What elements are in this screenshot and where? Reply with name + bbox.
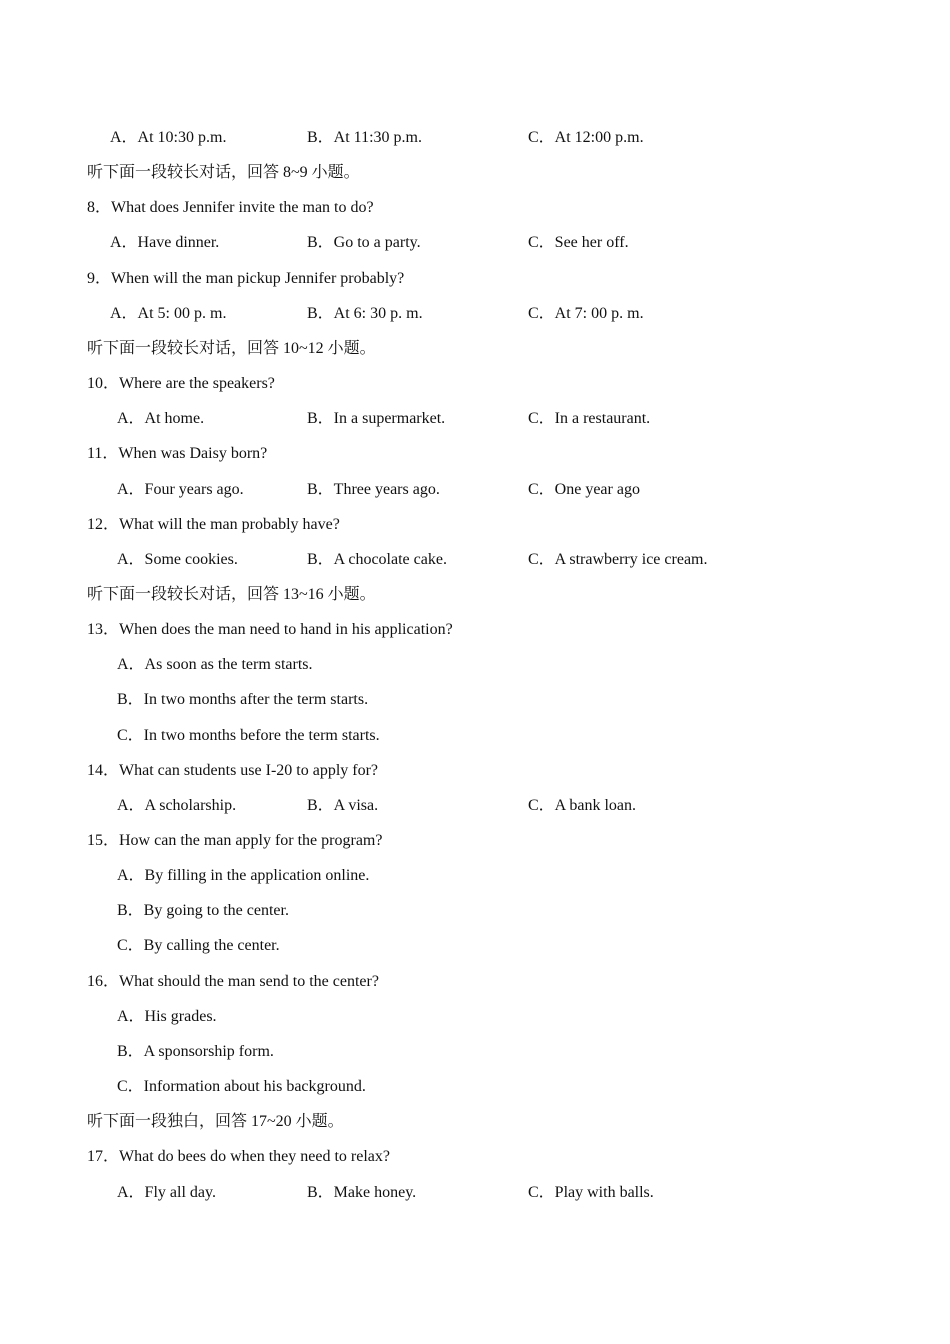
answer-options (0, 724, 950, 748)
answer-options (0, 653, 950, 677)
answer-option: A．At home. (117, 410, 205, 427)
section-instruction (0, 337, 950, 361)
answer-options (0, 302, 950, 326)
answer-option: A．Four years ago. (117, 481, 244, 498)
section-instruction-text: 听下面一段较长对话，回答 8~9 小题。 (87, 164, 360, 181)
question (0, 618, 950, 642)
question-text: 17．What do bees do when they need to relax? (87, 1148, 391, 1165)
answer-option: B．Go to a party. (307, 234, 421, 251)
answer-option: C．Play with balls. (528, 1184, 654, 1201)
answer-option: A．Some cookies. (117, 551, 238, 568)
answer-options (0, 1040, 950, 1064)
answer-option: A．Fly all day. (117, 1184, 216, 1201)
answer-option: C．At 12:00 p.m. (528, 129, 644, 146)
question (0, 442, 950, 466)
question (0, 1145, 950, 1169)
question-text: 16．What should the man send to the center? (87, 973, 379, 990)
answer-option: C．A bank loan. (528, 797, 636, 814)
answer-options (0, 688, 950, 712)
answer-option: C．One year ago (528, 481, 640, 498)
answer-options (0, 1075, 950, 1099)
question (0, 267, 950, 291)
question-text: 9．When will the man pickup Jennifer probably? (87, 270, 405, 287)
question (0, 513, 950, 537)
answer-option: B．At 11:30 p.m. (307, 129, 422, 146)
answer-option: A．At 10:30 p.m. (110, 129, 227, 146)
answer-options (0, 1005, 950, 1029)
answer-option: B．In two months after the term starts. (117, 691, 369, 708)
answer-option: A．His grades. (117, 1008, 217, 1025)
answer-option: C．By calling the center. (117, 937, 280, 954)
answer-options (0, 934, 950, 958)
answer-option: B．Three years ago. (307, 481, 440, 498)
answer-option: B．In a supermarket. (307, 410, 446, 427)
answer-option: B．Make honey. (307, 1184, 417, 1201)
answer-option: B．By going to the center. (117, 902, 289, 919)
answer-option: B．A chocolate cake. (307, 551, 447, 568)
question-text: 8．What does Jennifer invite the man to do? (87, 199, 374, 216)
answer-option: A．As soon as the term starts. (117, 656, 313, 673)
answer-options (0, 478, 950, 502)
section-instruction (0, 583, 950, 607)
answer-option: A．A scholarship. (117, 797, 237, 814)
answer-options (0, 794, 950, 818)
answer-option: C．Information about his background. (117, 1078, 366, 1095)
section-instruction-text: 听下面一段较长对话，回答 10~12 小题。 (87, 340, 376, 357)
question (0, 970, 950, 994)
question (0, 372, 950, 396)
answer-options (0, 126, 950, 150)
answer-options (0, 899, 950, 923)
answer-option: C．See her off. (528, 234, 629, 251)
answer-option: A．Have dinner. (110, 234, 220, 251)
question-text: 11．When was Daisy born? (87, 445, 268, 462)
answer-option: C．A strawberry ice cream. (528, 551, 708, 568)
question-text: 15．How can the man apply for the program? (87, 832, 383, 849)
section-instruction-text: 听下面一段独白，回答 17~20 小题。 (87, 1113, 344, 1130)
answer-options (0, 231, 950, 255)
answer-options (0, 864, 950, 888)
question (0, 759, 950, 783)
section-instruction (0, 161, 950, 185)
answer-option: C．In a restaurant. (528, 410, 651, 427)
section-instruction (0, 1110, 950, 1134)
answer-option: A．By filling in the application online. (117, 867, 370, 884)
question-text: 14．What can students use I-20 to apply for? (87, 762, 379, 779)
answer-options (0, 407, 950, 431)
question-text: 13．When does the man need to hand in his application? (87, 621, 453, 638)
answer-options (0, 1181, 950, 1205)
answer-option: B．A visa. (307, 797, 379, 814)
section-instruction-text: 听下面一段较长对话，回答 13~16 小题。 (87, 586, 376, 603)
question-text: 10．Where are the speakers? (87, 375, 275, 392)
answer-option: A．At 5: 00 p. m. (110, 305, 227, 322)
question (0, 829, 950, 853)
question (0, 196, 950, 220)
answer-options (0, 548, 950, 572)
answer-option: B．At 6: 30 p. m. (307, 305, 423, 322)
question-text: 12．What will the man probably have? (87, 516, 340, 533)
answer-option: C．In two months before the term starts. (117, 727, 380, 744)
answer-option: C．At 7: 00 p. m. (528, 305, 644, 322)
answer-option: B．A sponsorship form. (117, 1043, 274, 1060)
